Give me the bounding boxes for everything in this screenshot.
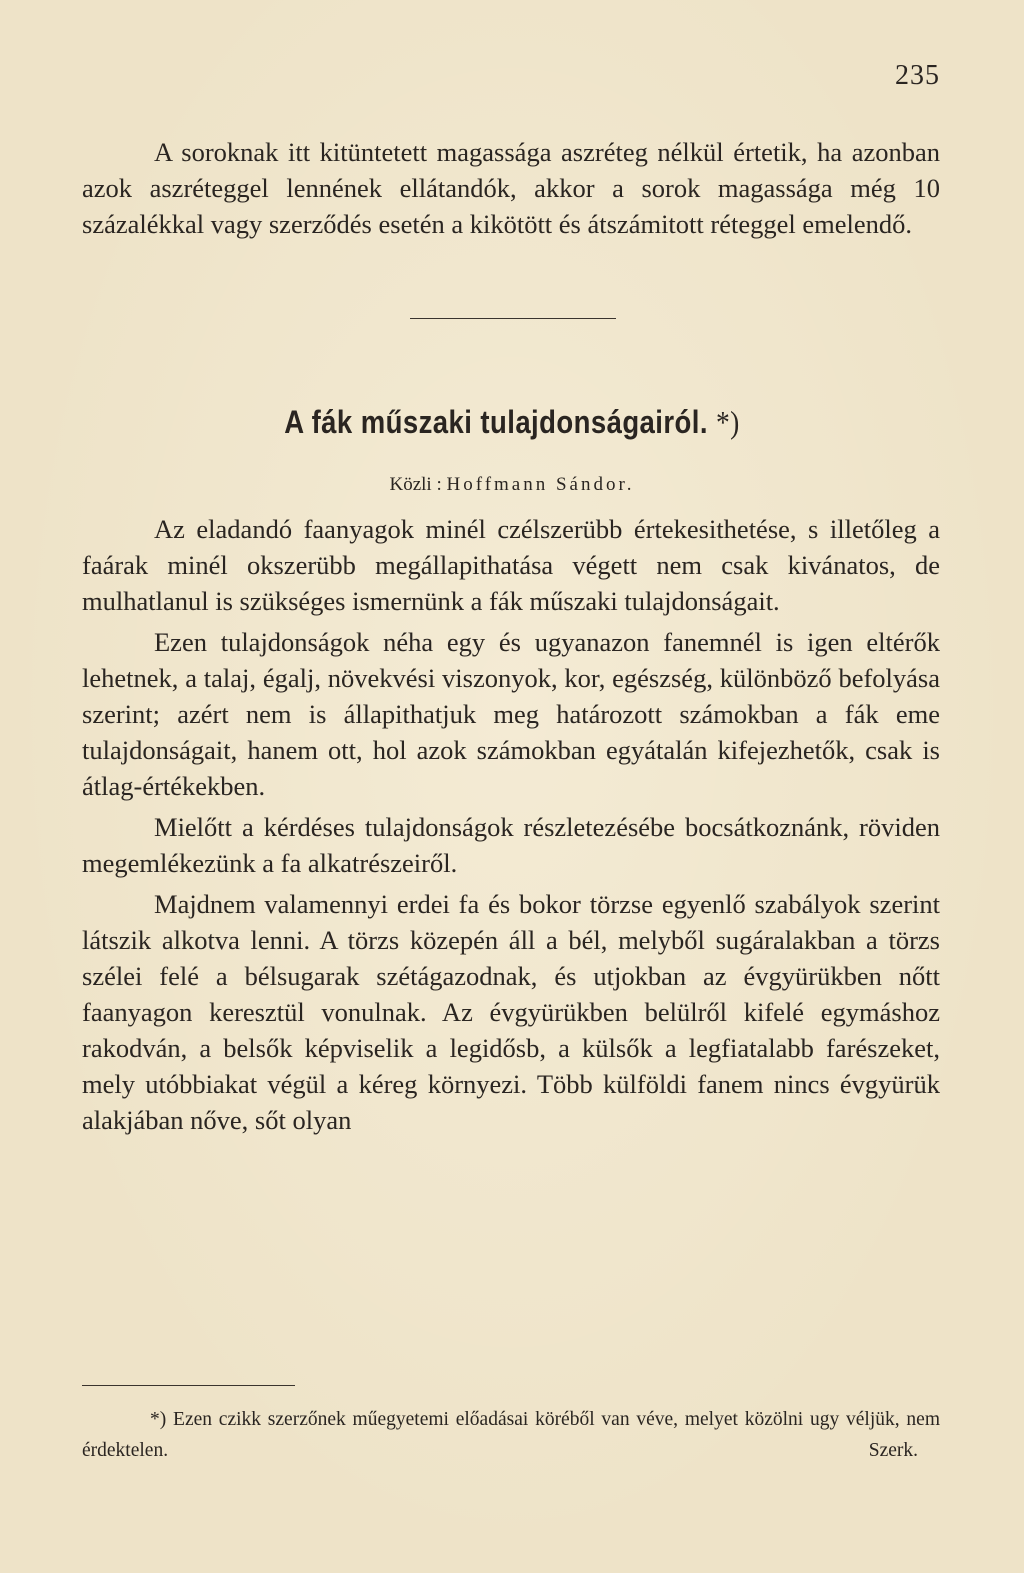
paragraph: Ezen tulajdonságok néha egy és ugyanazon fanemnél is igen eltérők lehetnek, a talaj, égalj, növekvési viszonyok, kor, egészség, különböző befolyása szerint; azért nem is állapithatjuk meg határozott számokban a fák eme tulajdonságait, hanem ott, hol azok számokban egyátalán kifejezhetők, csak is átlag-értékekben.	[82, 627, 940, 801]
page-number: 235	[895, 60, 940, 91]
paragraph: Mielőtt a kérdéses tulajdonságok részletezésébe bocsátkoznánk, röviden megemlékezünk a fa alkatrészeiről.	[82, 812, 940, 878]
footnote	[82, 1404, 940, 1466]
byline-prefix: Közli :	[389, 474, 442, 495]
section-divider	[410, 318, 616, 319]
footnote-signature: Szerk.	[868, 1440, 918, 1461]
paragraph: Majdnem valamennyi erdei fa és bokor törzse egyenlő szabályok szerint látszik alkotva lenni. A törzs közepén áll a bél, melyből sugáralakban a törzs szélei felé a bélsugarak szétágazodnak, és utjokban az évgyürükben nőtt faanyagon keresztül vonulnak. Az évgyürükben belülről kifelé egymáshoz rakodván, a belsők képviselik a legidősb, a külsők a legfiatalabb farészeket, mely utóbbiakat végül a kéreg környezi. Több külföldi fanem nincs évgyürük alakjában nőve, sőt olyan	[82, 889, 940, 1135]
article-body	[82, 511, 940, 1143]
footnote-divider	[82, 1385, 295, 1386]
article-title-text: A fák műszaki tulajdonságairól.	[284, 404, 708, 440]
byline-author: Hoffmann Sándor.	[446, 474, 635, 495]
byline	[0, 474, 1024, 496]
footnote-mark: *)	[715, 404, 740, 440]
intro-paragraph: A soroknak itt kitüntetett magassága aszréteg nélkül értetik, ha azonban azok aszréteggel lennének ellátandók, akkor a sorok magassága még 10 százalékkal vagy szerződés esetén a kikötött és átszámitott réteggel emelendő.	[82, 137, 940, 239]
article-title	[72, 404, 953, 441]
footnote-text: *) Ezen czikk szerzőnek műegyetemi előadásai köréből van véve, melyet közölni ugy véljük, nem érdektelen.	[82, 1409, 940, 1461]
paragraph: Az eladandó faanyagok minél czélszerübb értekesithetése, s illetőleg a faárak minél okszerübb megállapithatása végett nem csak kivánatos, de mulhatlanul is szükséges ismernünk a fák műszaki tulajdonságait.	[82, 514, 940, 616]
